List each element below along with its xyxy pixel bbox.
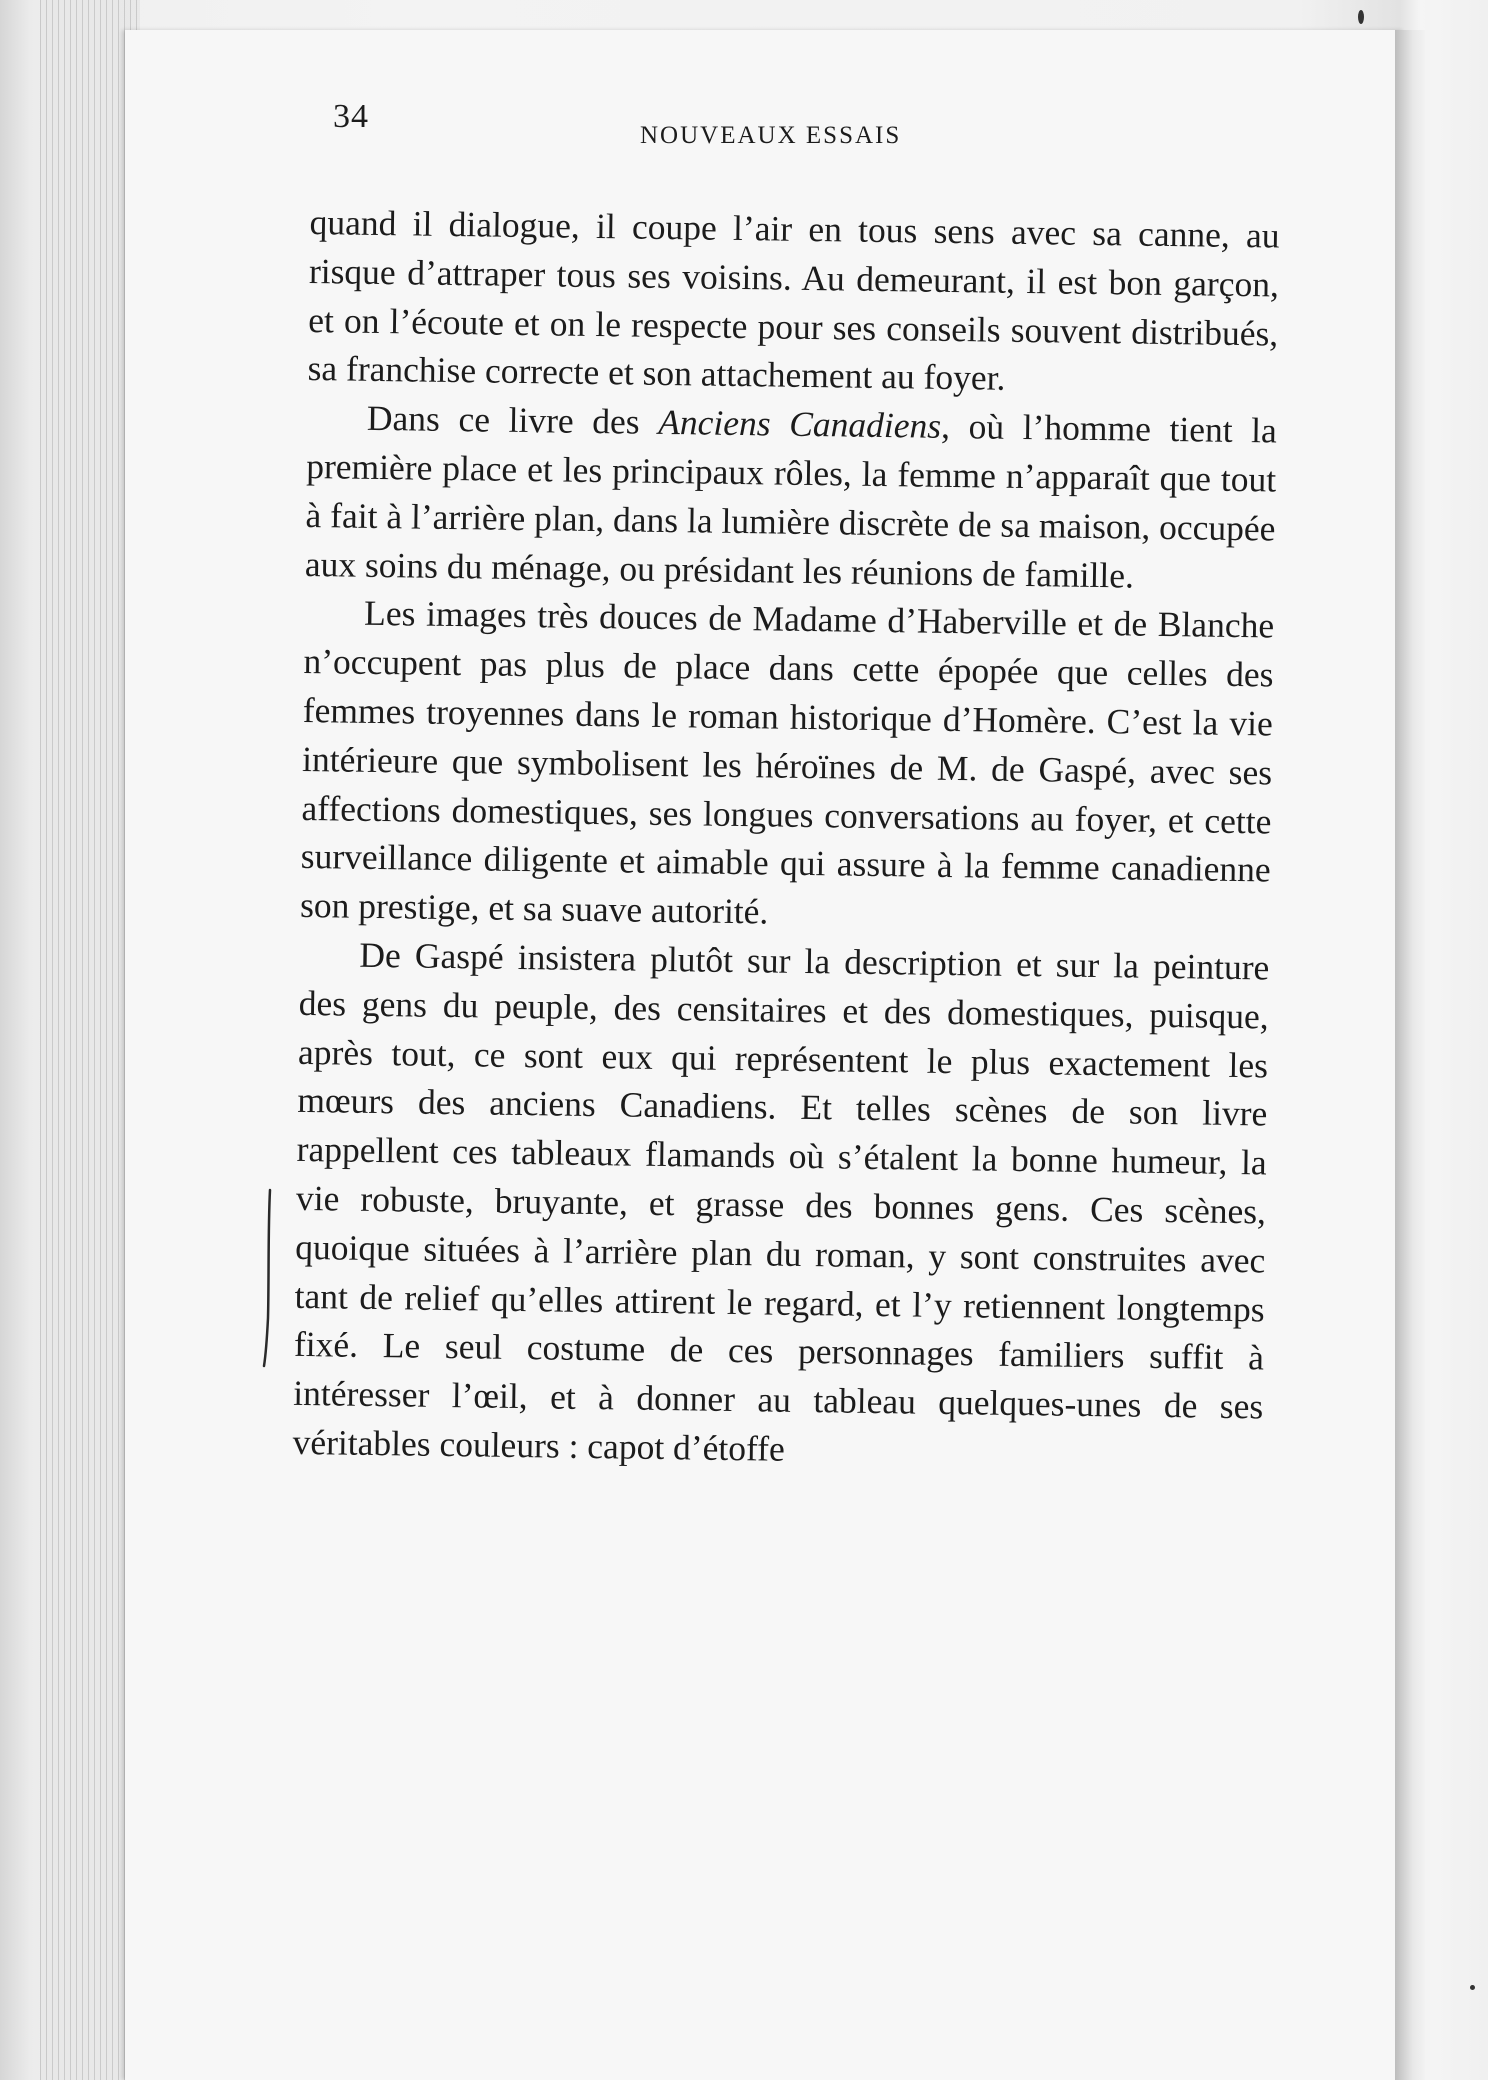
paragraph-1 [307, 198, 1280, 407]
body-text [292, 198, 1280, 1480]
paragraph-3 [300, 588, 1275, 943]
page-number: 34 [333, 98, 369, 135]
pencil-margin-mark [262, 1188, 274, 1368]
paragraph-4-text: De Gaspé insistera plutôt sur la description et sur la peinture des gens du peuple, des censitaires et des domestiques, puisque, après tout, ce sont eux qui représentent le plus exactement les mœurs des anciens Canadiens. Et telles scènes de son livre rappellent ces tableaux flamands où s’étalent la bonne humeur, la vie robuste, bruyante, et grasse des bonnes gens. Ces scènes, quoique situées à l’arrière plan du roman, y sont construites avec tant de relief qu’elles attirent le regard, et l’y retiennent longtemps fixé. Le seul costume de ces personnages familiers suffit à intéresser l’œil, et à donner au tableau quelques-unes de ses véritables couleurs : capot d’étoffe [292, 934, 1270, 1469]
paragraph-4 [292, 930, 1269, 1480]
paragraph-2 [305, 393, 1278, 602]
paragraph-1-text: quand il dialogue, il coupe l’air en tous sens avec sa canne, au risque d’attraper tous ses voisins. Au demeurant, il est bon garçon, et on l’écoute et on le respecte pour ses conseils souvent distribués, sa franchise correcte et son attachement au foyer. [307, 201, 1280, 399]
paragraph-2-text-b: , où l’homme tient la première place et les principaux rôles, la femme n’apparaît que tout à fait à l’arrière plan, dans la lumière discrète de sa maison, occupée aux soins du ménage, ou présidant les réunions de famille. [304, 406, 1278, 596]
speck [1470, 1985, 1475, 1990]
running-head: NOUVEAUX ESSAIS [640, 122, 902, 149]
book-title-italic: Anciens Canadiens [657, 402, 942, 447]
speck [1358, 10, 1364, 24]
paragraph-3-text: Les images très douces de Madame d’Haberville et de Blanche n’occupent pas plus de place dans cette épopée que celles des femmes troyennes dans le roman historique d’Homère. C’est la vie intérieure que symbolisent les héroïnes de M. de Gaspé, avec ses affections domestiques, ses longues conversations au foyer, et cette surveillance diligente et aimable qui assure à la femme canadienne son prestige, et sa suave autorité. [299, 593, 1275, 932]
paragraph-2-text-a: Dans ce livre des [366, 398, 659, 443]
gutter-shadow [1395, 30, 1425, 2080]
